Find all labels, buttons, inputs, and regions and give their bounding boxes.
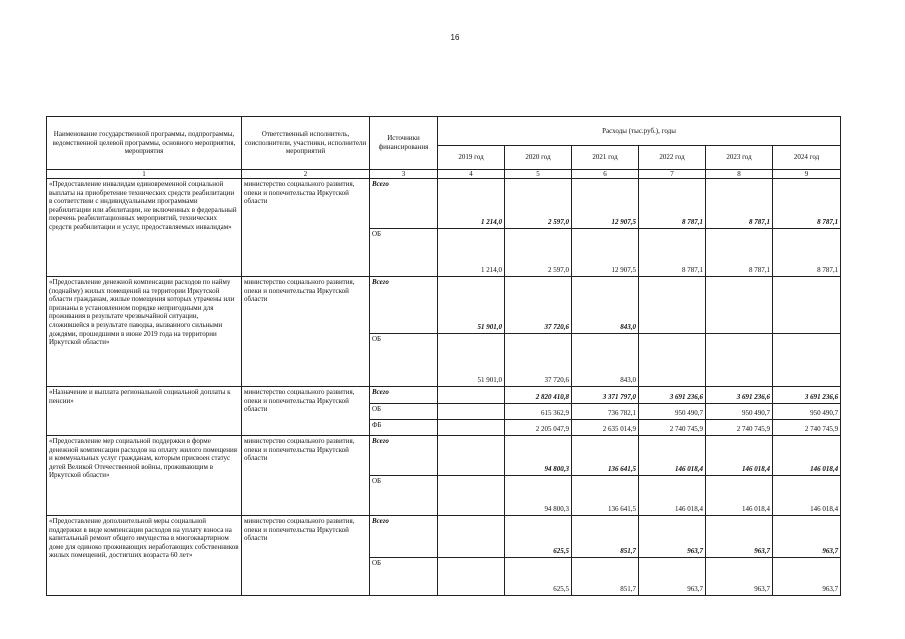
source-label: ОБ (370, 334, 438, 387)
value-cell: 843,0 (572, 334, 639, 387)
header-source: Источники финансирования (370, 117, 438, 170)
source-label: ОБ (370, 229, 438, 277)
value-cell: 625,5 (505, 558, 572, 596)
header-expenses: Расходы (тыс.руб.), годы (438, 117, 841, 146)
value-cell (639, 334, 706, 387)
value-cell: 851,7 (572, 558, 639, 596)
value-cell: 146 018,4 (639, 436, 706, 476)
value-cell: 2 740 745,9 (706, 420, 773, 436)
value-cell: 8 787,1 (639, 179, 706, 229)
value-cell: 2 635 014,9 (572, 420, 639, 436)
value-cell: 3 371 797,0 (572, 387, 639, 404)
program-executor: министерство социального развития, опеки и попечительства Иркутской области (242, 387, 370, 436)
value-cell (438, 558, 505, 596)
header-year: 2023 год (706, 146, 773, 170)
value-cell: 2 597,0 (505, 179, 572, 229)
value-cell: 1 214,0 (438, 229, 505, 277)
table-row (47, 516, 841, 558)
value-cell: 950 490,7 (773, 404, 841, 420)
value-cell: 8 787,1 (773, 229, 841, 277)
value-cell: 146 018,4 (706, 436, 773, 476)
column-number: 8 (706, 170, 773, 179)
value-cell (438, 436, 505, 476)
value-cell: 2 740 745,9 (773, 420, 841, 436)
header-name: Наименование государственной программы, подпрограммы, ведомственной целевой программы, основного мероприятия, мероприятия (47, 117, 242, 170)
value-cell: 94 800,3 (505, 476, 572, 516)
value-cell: 2 205 047,9 (505, 420, 572, 436)
source-label: Всего (370, 387, 438, 404)
value-cell: 12 907,5 (572, 229, 639, 277)
value-cell: 146 018,4 (773, 476, 841, 516)
value-cell: 8 787,1 (706, 229, 773, 277)
program-executor: министерство социального развития, опеки и попечительства Иркутской области (242, 179, 370, 277)
value-cell: 37 720,6 (505, 334, 572, 387)
value-cell (773, 277, 841, 334)
value-cell: 843,0 (572, 277, 639, 334)
value-cell (706, 277, 773, 334)
program-name: «Предоставление инвалидам единовременной социальной выплаты на приобретение технических средств реабилитации в соответствии с индивидуальными программами реабилитации или абилитации, не включенных в федеральный перечень реабилитационных мероприятий, технических средств реабилитации и услуг, предоставляемых инвалидам» (47, 179, 242, 277)
value-cell (438, 476, 505, 516)
value-cell: 146 018,4 (706, 476, 773, 516)
value-cell: 963,7 (639, 516, 706, 558)
value-cell: 136 641,5 (572, 436, 639, 476)
source-label: ОБ (370, 558, 438, 596)
source-label: ОБ (370, 404, 438, 420)
program-name: «Предоставление денежной компенсации расходов по найму (поднайму) жилых помещений на территории Иркутской области гражданам, жилые помещения которых утрачены или признаны в установленном порядке непригодными для проживания в результате чрезвычайной ситуации, сложившейся в результате паводка, вызванного сильными дождями, прошедшими в июне 2019 года на территории Иркутской области» (47, 277, 242, 387)
value-cell: 625,5 (505, 516, 572, 558)
source-label: Всего (370, 277, 438, 334)
program-executor: министерство социального развития, опеки и попечительства Иркутской области (242, 436, 370, 516)
value-cell: 8 787,1 (773, 179, 841, 229)
value-cell: 963,7 (773, 516, 841, 558)
program-name: «Предоставление мер социальной поддержки в форме денежной компенсации расходов на оплату жилого помещения и коммунальных услуг гражданам, которым присвоен статус детей Великой Отечественной войны, проживающим в Иркутской области» (47, 436, 242, 516)
value-cell: 136 641,5 (572, 476, 639, 516)
table-row (47, 179, 841, 229)
table-row (47, 387, 841, 404)
table-row (47, 436, 841, 476)
source-label: ОБ (370, 476, 438, 516)
value-cell: 851,7 (572, 516, 639, 558)
value-cell (438, 387, 505, 404)
column-number: 9 (773, 170, 841, 179)
column-number: 1 (47, 170, 242, 179)
header-year: 2021 год (572, 146, 639, 170)
column-number: 7 (639, 170, 706, 179)
value-cell (773, 334, 841, 387)
expenses-table (46, 116, 841, 596)
value-cell: 146 018,4 (773, 436, 841, 476)
value-cell: 963,7 (639, 558, 706, 596)
column-number: 3 (370, 170, 438, 179)
page-number: 16 (450, 33, 460, 42)
program-executor: министерство социального развития, опеки и попечительства Иркутской области (242, 277, 370, 387)
value-cell: 8 787,1 (706, 179, 773, 229)
value-cell: 3 691 236,6 (773, 387, 841, 404)
table-row (47, 277, 841, 334)
source-label: Всего (370, 516, 438, 558)
value-cell: 963,7 (706, 516, 773, 558)
value-cell: 736 782,1 (572, 404, 639, 420)
value-cell (706, 334, 773, 387)
value-cell: 2 820 410,8 (505, 387, 572, 404)
value-cell: 963,7 (773, 558, 841, 596)
value-cell: 950 490,7 (706, 404, 773, 420)
value-cell: 3 691 236,6 (639, 387, 706, 404)
value-cell (639, 277, 706, 334)
header-executor: Ответственный исполнитель, соисполнители, участники, исполнители мероприятий (242, 117, 370, 170)
value-cell (438, 404, 505, 420)
program-name: «Назначение и выплата региональной социальной доплаты к пенсии» (47, 387, 242, 436)
value-cell (438, 420, 505, 436)
value-cell: 2 740 745,9 (639, 420, 706, 436)
source-label: Всего (370, 436, 438, 476)
value-cell: 146 018,4 (639, 476, 706, 516)
program-executor: министерство социального развития, опеки и попечительства Иркутской области (242, 516, 370, 596)
value-cell: 51 901,0 (438, 277, 505, 334)
value-cell: 1 214,0 (438, 179, 505, 229)
column-number: 5 (505, 170, 572, 179)
value-cell: 12 907,5 (572, 179, 639, 229)
value-cell: 615 362,9 (505, 404, 572, 420)
column-number: 2 (242, 170, 370, 179)
value-cell: 8 787,1 (639, 229, 706, 277)
value-cell: 3 691 236,6 (706, 387, 773, 404)
header-year: 2019 год (438, 146, 505, 170)
value-cell: 37 720,6 (505, 277, 572, 334)
column-number: 4 (438, 170, 505, 179)
header-year: 2020 год (505, 146, 572, 170)
value-cell: 963,7 (706, 558, 773, 596)
source-label: ФБ (370, 420, 438, 436)
value-cell: 2 597,0 (505, 229, 572, 277)
header-year: 2022 год (639, 146, 706, 170)
value-cell: 950 490,7 (639, 404, 706, 420)
column-number: 6 (572, 170, 639, 179)
source-label: Всего (370, 179, 438, 229)
value-cell (438, 516, 505, 558)
value-cell: 51 901,0 (438, 334, 505, 387)
header-year: 2024 год (773, 146, 841, 170)
value-cell: 94 800,3 (505, 436, 572, 476)
program-name: «Предоставление дополнительной меры социальной поддержки в виде компенсации расходов на уплату взноса на капитальный ремонт общего имущества в многоквартирном доме для одиноко проживающих неработающих собственников жилых помещений, достигших возраста 60 лет» (47, 516, 242, 596)
